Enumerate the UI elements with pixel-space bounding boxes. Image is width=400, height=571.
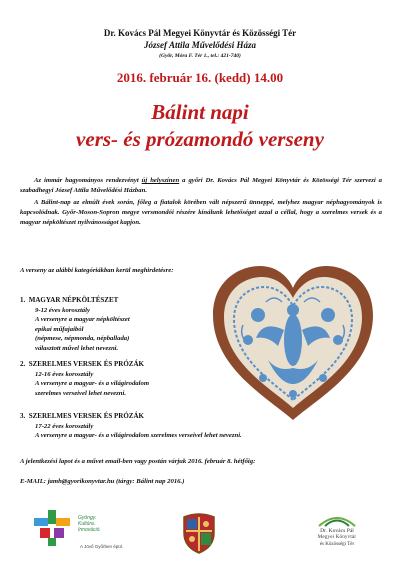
county-crest-icon [178, 511, 220, 555]
categories-intro: A verseny az alábbi kategóriákban kerül meghirdetésre: [20, 267, 174, 274]
venue-address: (Győr, Móra F. Tér 1., tel.: 421-740) [159, 53, 241, 59]
library-logo: Dr. Kovács Pál Megyei Könyvtár és Közösségi Tér [292, 512, 382, 554]
gyor-logo-icon [30, 508, 74, 548]
category-age: 9-12 éves korosztály [35, 306, 90, 314]
new-venue-highlight: új helyszínen [141, 177, 180, 184]
gyor-logo: Gyöngy. Kultúra. Innováció. A Jövő Győrben épül. [30, 508, 148, 552]
library-logo-icon [317, 512, 357, 528]
venue-name: József Attila Művelődési Háza [144, 40, 256, 50]
category-age: 12-16 éves korosztály [35, 370, 94, 378]
category-title: SZERELMES VERSEK ÉS PRÓZÁK [28, 360, 144, 368]
intro-paragraph-1: Az immár hagyományos rendezvényt új helyszínen a győri Dr. Kovács Pál Megyei Könyvtár és Közösségi Tér szervezi a szabadhegyi József Attila Művelődési Házban. [20, 177, 382, 194]
deadline-text: A jelentkezési lapot és a művet email-ben vagy postán várjuk 2016. február 8. hétfőig: [20, 458, 256, 465]
intro-paragraph-2: A Bálint-nap az elmúlt évek során, főleg a fiatalok körében vált népszerű ünneppé, melyhez magyar néphagyományok is kapcsolódnak. Győr-Moson-Sopron megye versmondói részére kínálunk lehetőséget azzal a céllal, hogy a szerelmes versek és a magyar népköltészet nyilvánosságot kapjon. [20, 199, 382, 226]
category-title: SZERELMES VERSEK ÉS PRÓZÁK [28, 412, 144, 420]
gyor-logo-tagline: A Jövő Győrben épül. [80, 544, 124, 549]
category-title: MAGYAR NÉPKÖLTÉSZET [28, 296, 119, 304]
event-date: 2016. február 16. (kedd) 14.00 [116, 70, 284, 85]
category-item: 3. SZERELMES VERSEK ÉS PRÓZÁK 17-22 éves korosztály A versenyre a magyar- és a világirodalom szerelmes verseivel lehet nevezni. [20, 412, 360, 441]
category-item: 2. SZERELMES VERSEK ÉS PRÓZÁK 12-16 éves korosztály A versenyre a magyar- és a világirodalom szerelmes verseivel lehet nevezni. [20, 360, 240, 398]
category-item: 1. MAGYAR NÉPKÖLTÉSZET 9-12 éves korosztály A versenyre a magyar népköltészet epikai műfajaiból (népmese, népmonda, népballada) választott művel lehet nevezni. [20, 296, 210, 354]
gingerbread-heart-image [208, 260, 378, 430]
email-line: E-MAIL: jamh@gyorikonyvtar.hu (tárgy: Bálint nap 2016.) [20, 478, 185, 485]
event-title-line1: Bálint napi [151, 100, 249, 124]
organizer-name: Dr. Kovács Pál Megyei Könyvtár és Közösségi Tér [103, 28, 297, 38]
category-age: 17-22 éves korosztály [35, 422, 94, 430]
event-title-line2: vers- és prózamondó verseny [76, 127, 324, 151]
email-address[interactable]: jamh@gyorikonyvtar.hu (tárgy: Bálint nap 2016.) [47, 478, 185, 485]
